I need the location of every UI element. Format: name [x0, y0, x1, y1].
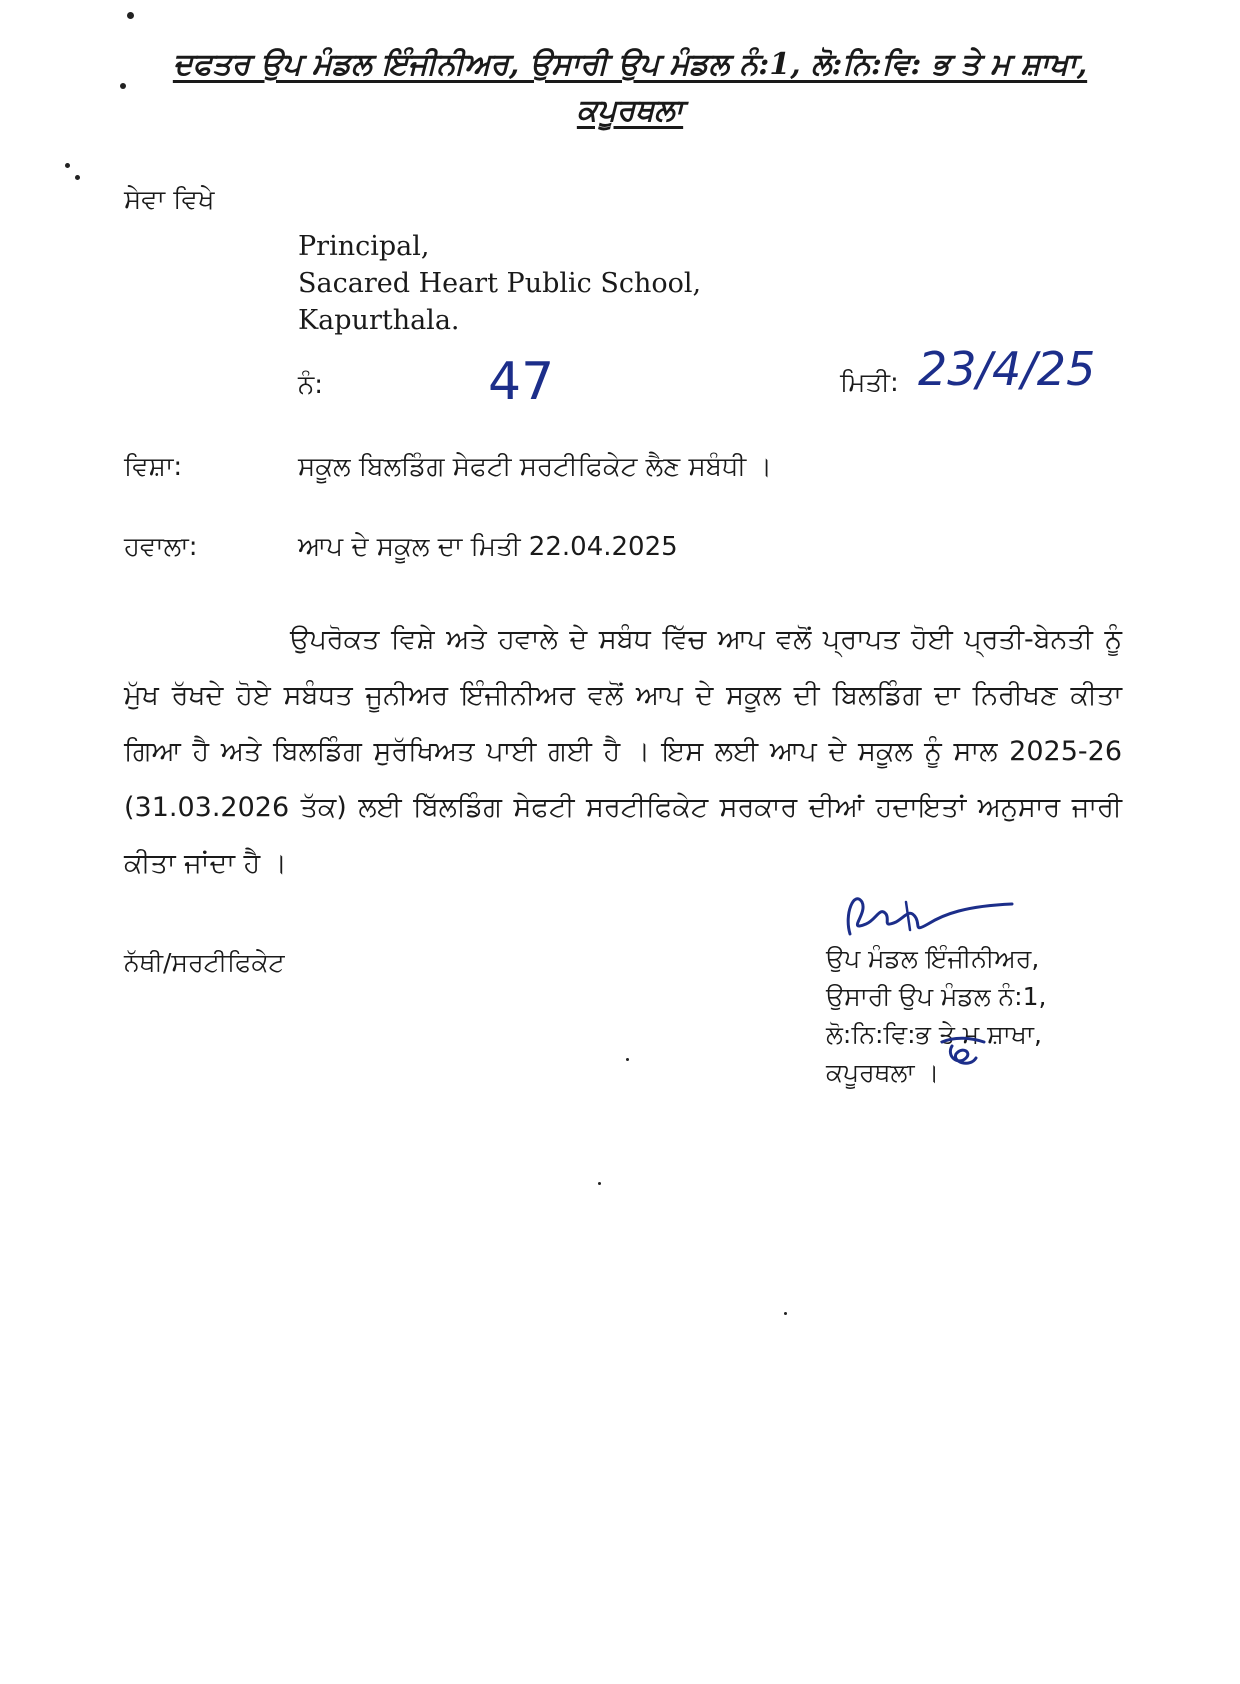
scan-speck [65, 163, 70, 168]
reference-label: ਹਵਾਲਾ: [124, 532, 198, 562]
scan-speck [784, 1312, 787, 1315]
office-heading-line2: ਕਪੂਰਥਲਾ [576, 93, 684, 128]
recipient-line2: Sacared Heart Public School, [298, 268, 702, 299]
subject-text: ਸਕੂਲ ਬਿਲਡਿੰਗ ਸੇਫਟੀ ਸਰਟੀਫਿਕੇਟ ਲੈਣ ਸਬੰਧੀ । [298, 452, 772, 482]
signatory-line1: ਉਪ ਮੰਡਲ ਇੰਜੀਨੀਅਰ, [826, 944, 1040, 973]
signatory-line4: ਕਪੂਰਥਲਾ । [826, 1058, 940, 1087]
signatory-line3: ਲੋ:ਨਿ:ਵਿ:ਭ ਤੇ ਮ ਸ਼ਾਖਾ, [826, 1020, 1042, 1049]
letter-number-label: ਨੰ: [298, 370, 324, 400]
recipient-line3: Kapurthala. [298, 305, 460, 336]
scan-speck [598, 1182, 601, 1185]
office-heading-line1: ਦਫਤਰ ਉਪ ਮੰਡਲ ਇੰਜੀਨੀਅਰ, ਉਸਾਰੀ ਉਪ ਮੰਡਲ ਨੰ:1, ਲੋ:ਨਿ:ਵਿ: ਭ ਤੇ ਮ ਸ਼ਾਖਾ, [172, 47, 1088, 82]
scan-speck [626, 1058, 629, 1061]
scan-speck [127, 12, 134, 19]
scan-speck [75, 175, 80, 180]
signature-scribble [836, 884, 1016, 946]
date-handwritten: 23/4/25 [918, 342, 1096, 396]
letter-number-handwritten: 47 [488, 352, 555, 412]
date-label: ਮਿਤੀ: [840, 368, 899, 398]
recipient-address [298, 228, 701, 339]
initials-mark [936, 1032, 990, 1072]
subject-label: ਵਿਸ਼ਾ: [124, 452, 183, 482]
scan-speck [120, 83, 126, 89]
letter-body: ਉਪਰੋਕਤ ਵਿਸ਼ੇ ਅਤੇ ਹਵਾਲੇ ਦੇ ਸਬੰਧ ਵਿੱਚ ਆਪ ਵਲੋਂ ਪ੍ਰਾਪਤ ਹੋਈ ਪ੍ਰਤੀ-ਬੇਨਤੀ ਨੂੰ ਮੁੱਖ ਰੱਖਦੇ ਹੋਏ ਸਬੰਧਤ ਜੂਨੀਅਰ ਇੰਜੀਨੀਅਰ ਵਲੋਂ ਆਪ ਦੇ ਸਕੂਲ ਦੀ ਬਿਲਡਿੰਗ ਦਾ ਨਿਰੀਖਣ ਕੀਤਾ ਗਿਆ ਹੈ ਅਤੇ ਬਿਲਡਿੰਗ ਸੁਰੱਖਿਅਤ ਪਾਈ ਗਈ ਹੈ । ਇਸ ਲਈ ਆਪ ਦੇ ਸਕੂਲ ਨੂੰ ਸਾਲ 2025-26 (31.03.2026 ਤੱਕ) ਲਈ ਬਿੱਲਡਿੰਗ ਸੇਫਟੀ ਸਰਟੀਫਿਕੇਟ ਸਰਕਾਰ ਦੀਆਂ ਹਦਾਇਤਾਂ ਅਨੁਸਾਰ ਜਾਰੀ ਕੀਤਾ ਜਾਂਦਾ ਹੈ । [124, 624, 1122, 879]
enclosure-label: ਨੱਥੀ/ਸਰਟੀਫਿਕੇਟ [124, 948, 285, 977]
to-label: ਸੇਵਾ ਵਿਖੇ [124, 185, 215, 215]
signatory-line2: ਉਸਾਰੀ ਉਪ ਮੰਡਲ ਨੰ:1, [826, 982, 1047, 1011]
office-heading [150, 42, 1110, 134]
reference-text: ਆਪ ਦੇ ਸਕੂਲ ਦਾ ਮਿਤੀ 22.04.2025 [298, 532, 678, 562]
recipient-line1: Principal, [298, 231, 430, 262]
